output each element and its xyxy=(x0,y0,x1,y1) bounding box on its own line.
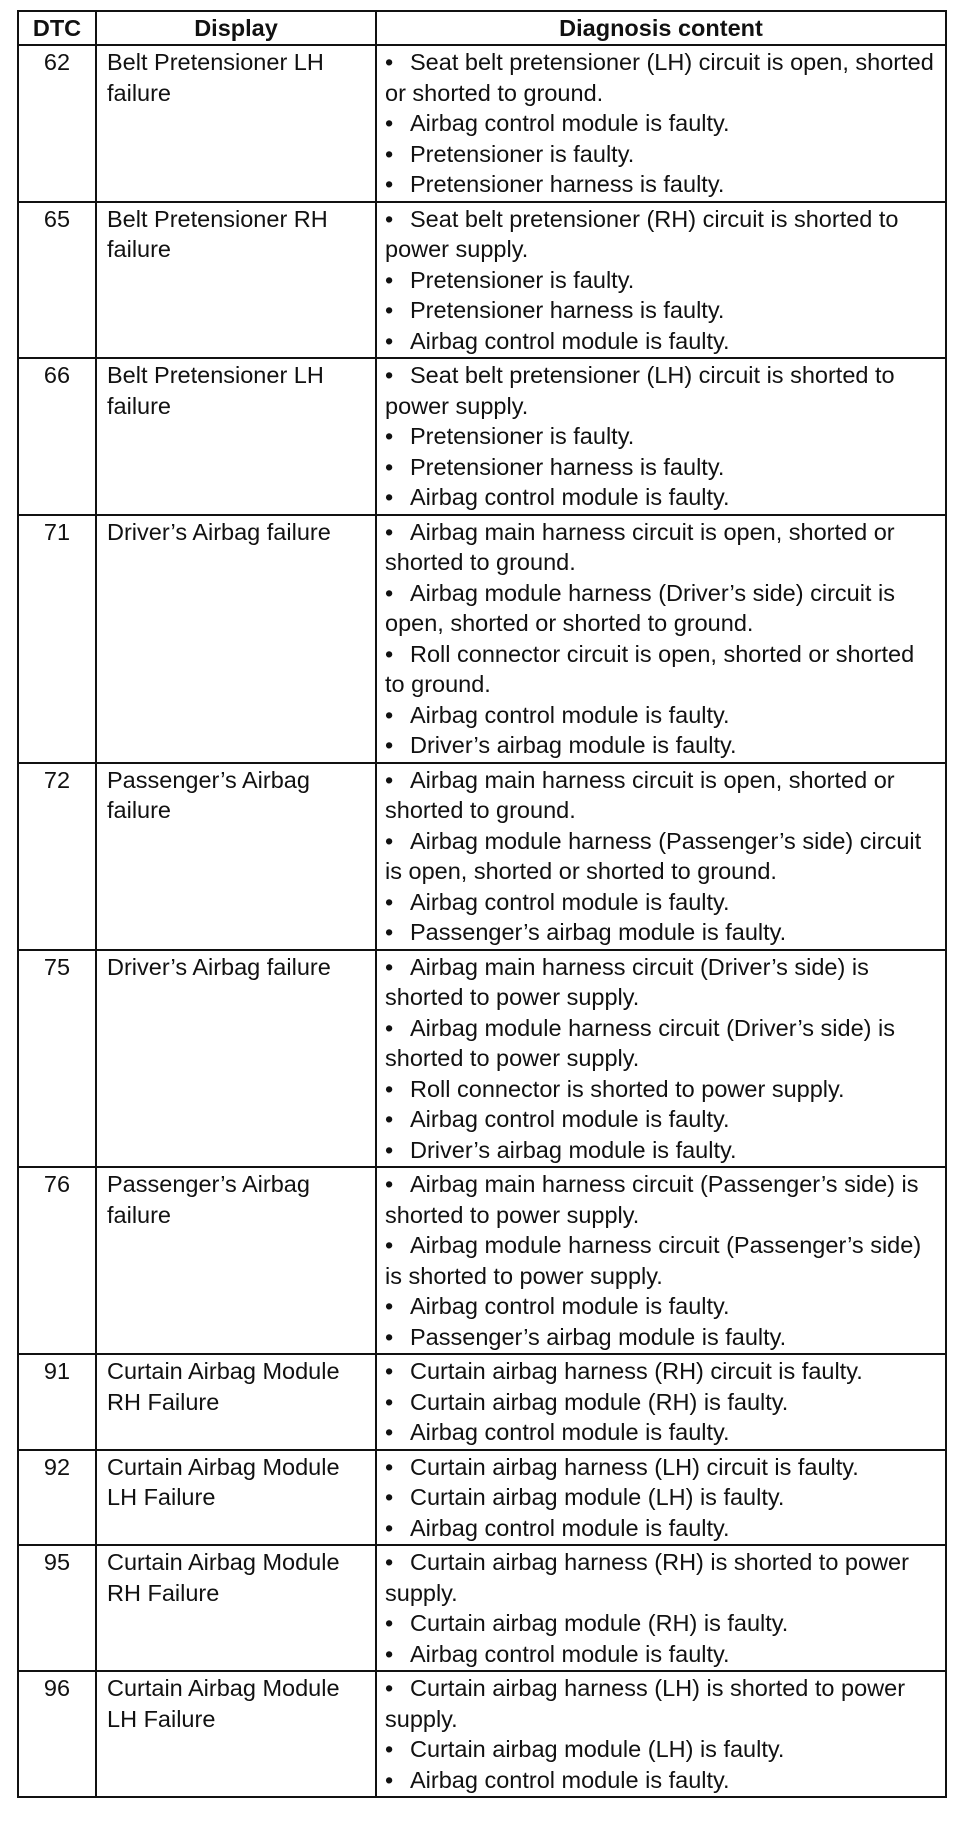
diagnosis-item: • Airbag control module is faulty. xyxy=(385,108,939,139)
diagnosis-item: • Airbag control module is faulty. xyxy=(385,1104,939,1135)
diagnosis-item: • Airbag control module is faulty. xyxy=(385,482,939,513)
diagnosis-item: • Curtain airbag module (LH) is faulty. xyxy=(385,1734,939,1765)
display-cell: Belt Pretensioner RH failure xyxy=(96,202,376,359)
dtc-table xyxy=(17,10,947,1798)
dtc-code-cell: 72 xyxy=(18,763,96,950)
display-cell: Driver’s Airbag failure xyxy=(96,515,376,763)
diagnosis-item: • Curtain airbag module (RH) is faulty. xyxy=(385,1608,939,1639)
diagnosis-content-cell xyxy=(376,763,946,950)
diagnosis-item: • Airbag main harness circuit (Driver’s side) is shorted to power supply. xyxy=(385,952,939,1013)
table-row xyxy=(18,1671,946,1797)
table-header-row xyxy=(18,11,946,45)
table-row xyxy=(18,763,946,950)
diagnosis-content-cell xyxy=(376,950,946,1168)
header-dtc: DTC xyxy=(18,11,96,45)
diagnosis-content-cell xyxy=(376,1671,946,1797)
dtc-code-cell: 76 xyxy=(18,1167,96,1354)
diagnosis-item: • Curtain airbag module (RH) is faulty. xyxy=(385,1387,939,1418)
display-cell: Belt Pretensioner LH failure xyxy=(96,358,376,515)
diagnosis-item: • Airbag control module is faulty. xyxy=(385,1513,939,1544)
diagnosis-item: • Pretensioner is faulty. xyxy=(385,139,939,170)
diagnosis-content-cell xyxy=(376,358,946,515)
diagnosis-item: • Airbag main harness circuit (Passenger’s side) is shorted to power supply. xyxy=(385,1169,939,1230)
table-row xyxy=(18,358,946,515)
diagnosis-item: • Roll connector is shorted to power supply. xyxy=(385,1074,939,1105)
diagnosis-item: • Airbag control module is faulty. xyxy=(385,1765,939,1796)
diagnosis-item: • Airbag control module is faulty. xyxy=(385,1291,939,1322)
diagnosis-item: • Seat belt pretensioner (LH) circuit is open, shorted or shorted to ground. xyxy=(385,47,939,108)
diagnosis-item: • Curtain airbag harness (LH) is shorted to power supply. xyxy=(385,1673,939,1734)
dtc-code-cell: 96 xyxy=(18,1671,96,1797)
diagnosis-item: • Roll connector circuit is open, shorted or shorted to ground. xyxy=(385,639,939,700)
dtc-code-cell: 75 xyxy=(18,950,96,1168)
dtc-code-cell: 95 xyxy=(18,1545,96,1671)
diagnosis-item: • Seat belt pretensioner (RH) circuit is shorted to power supply. xyxy=(385,204,939,265)
diagnosis-item: • Passenger’s airbag module is faulty. xyxy=(385,917,939,948)
diagnosis-item: • Airbag main harness circuit is open, shorted or shorted to ground. xyxy=(385,765,939,826)
table-row xyxy=(18,515,946,763)
diagnosis-item: • Driver’s airbag module is faulty. xyxy=(385,730,939,761)
diagnosis-item: • Airbag module harness circuit (Passenger’s side) is shorted to power supply. xyxy=(385,1230,939,1291)
diagnosis-content-cell xyxy=(376,1167,946,1354)
display-cell: Curtain Airbag Module LH Failure xyxy=(96,1671,376,1797)
diagnosis-item: • Airbag control module is faulty. xyxy=(385,887,939,918)
diagnosis-item: • Pretensioner harness is faulty. xyxy=(385,169,939,200)
table-body xyxy=(18,45,946,1797)
diagnosis-item: • Curtain airbag harness (LH) circuit is faulty. xyxy=(385,1452,939,1483)
dtc-code-cell: 65 xyxy=(18,202,96,359)
display-cell: Curtain Airbag Module RH Failure xyxy=(96,1354,376,1450)
table-row xyxy=(18,1167,946,1354)
diagnosis-item: • Airbag control module is faulty. xyxy=(385,326,939,357)
diagnosis-content-cell xyxy=(376,45,946,202)
diagnosis-item: • Airbag module harness circuit (Driver’s side) is shorted to power supply. xyxy=(385,1013,939,1074)
diagnosis-content-cell xyxy=(376,202,946,359)
table-row xyxy=(18,1354,946,1450)
dtc-code-cell: 66 xyxy=(18,358,96,515)
table-row xyxy=(18,1545,946,1671)
diagnosis-item: • Curtain airbag harness (RH) circuit is faulty. xyxy=(385,1356,939,1387)
dtc-code-cell: 71 xyxy=(18,515,96,763)
dtc-code-cell: 62 xyxy=(18,45,96,202)
diagnosis-item: • Pretensioner is faulty. xyxy=(385,421,939,452)
diagnosis-item: • Curtain airbag module (LH) is faulty. xyxy=(385,1482,939,1513)
diagnosis-item: • Airbag control module is faulty. xyxy=(385,1639,939,1670)
header-diagnosis-content: Diagnosis content xyxy=(376,11,946,45)
dtc-code-cell: 92 xyxy=(18,1450,96,1546)
table-row xyxy=(18,1450,946,1546)
diagnosis-item: • Pretensioner harness is faulty. xyxy=(385,452,939,483)
diagnosis-item: • Pretensioner harness is faulty. xyxy=(385,295,939,326)
diagnosis-item: • Airbag module harness (Driver’s side) circuit is open, shorted or shorted to ground. xyxy=(385,578,939,639)
diagnosis-item: • Passenger’s airbag module is faulty. xyxy=(385,1322,939,1353)
diagnosis-item: • Airbag control module is faulty. xyxy=(385,700,939,731)
diagnosis-content-cell xyxy=(376,1545,946,1671)
header-display: Display xyxy=(96,11,376,45)
display-cell: Passenger’s Airbag failure xyxy=(96,763,376,950)
display-cell: Belt Pretensioner LH failure xyxy=(96,45,376,202)
diagnosis-content-cell xyxy=(376,515,946,763)
dtc-code-cell: 91 xyxy=(18,1354,96,1450)
display-cell: Curtain Airbag Module RH Failure xyxy=(96,1545,376,1671)
diagnosis-item: • Pretensioner is faulty. xyxy=(385,265,939,296)
diagnosis-item: • Airbag main harness circuit is open, shorted or shorted to ground. xyxy=(385,517,939,578)
display-cell: Driver’s Airbag failure xyxy=(96,950,376,1168)
display-cell: Passenger’s Airbag failure xyxy=(96,1167,376,1354)
diagnosis-content-cell xyxy=(376,1450,946,1546)
diagnosis-item: • Curtain airbag harness (RH) is shorted to power supply. xyxy=(385,1547,939,1608)
table-row xyxy=(18,202,946,359)
table-row xyxy=(18,950,946,1168)
diagnosis-item: • Airbag module harness (Passenger’s side) circuit is open, shorted or shorted to ground. xyxy=(385,826,939,887)
diagnosis-item: • Airbag control module is faulty. xyxy=(385,1417,939,1448)
diagnosis-item: • Driver’s airbag module is faulty. xyxy=(385,1135,939,1166)
diagnosis-item: • Seat belt pretensioner (LH) circuit is shorted to power supply. xyxy=(385,360,939,421)
diagnosis-content-cell xyxy=(376,1354,946,1450)
table-row xyxy=(18,45,946,202)
display-cell: Curtain Airbag Module LH Failure xyxy=(96,1450,376,1546)
